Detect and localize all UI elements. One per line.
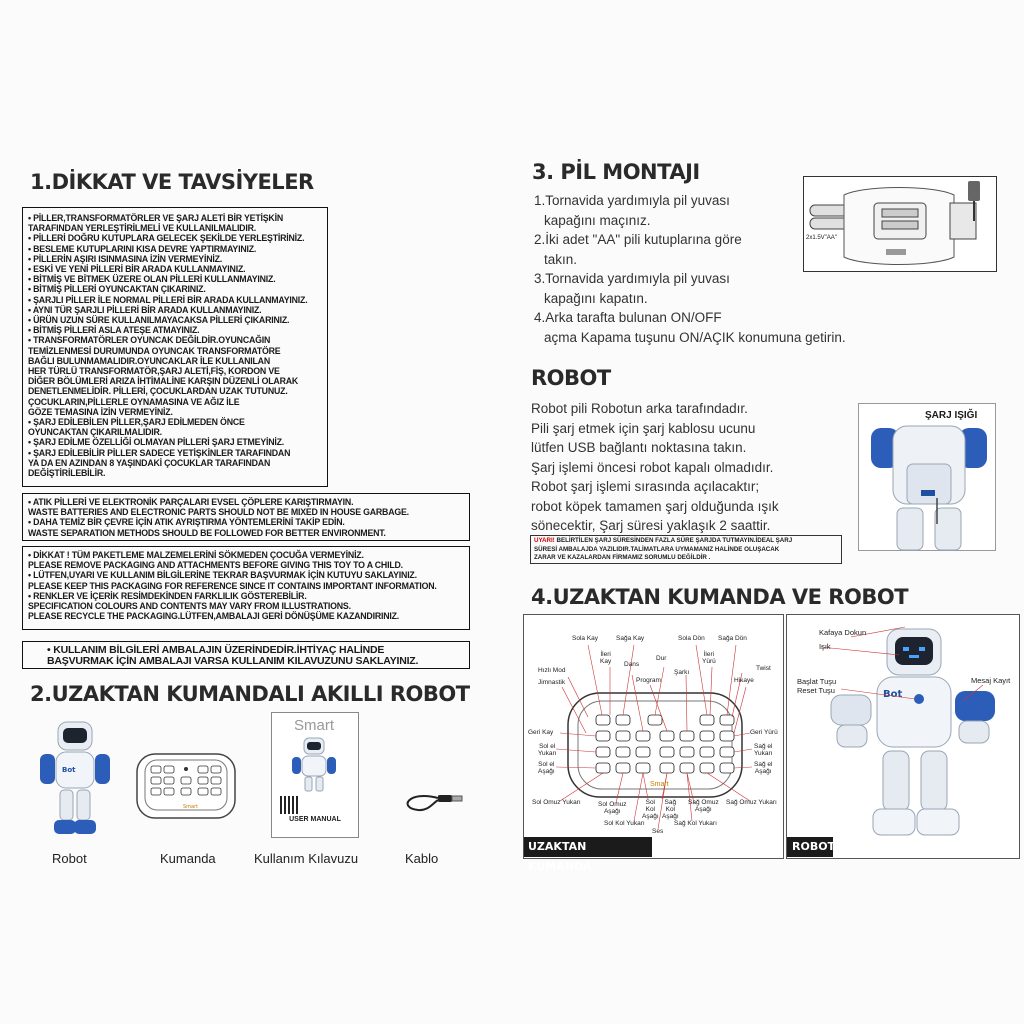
warning-line: BELİRTİLEN ŞARJ SÜRESİNDEN FAZLA SÜRE ŞARJDA TUTMAYIN.İDEAL ŞARJ [554, 537, 793, 544]
warning-line: • ŞARJLI PİLLER İLE NORMAL PİLLERİ BİR ARADA KULLANMAYINIZ. [28, 295, 322, 305]
label-baslat-reset: Başlat Tuşu Reset Tuşu [797, 677, 837, 695]
warning-box-2 [22, 493, 470, 541]
label-twist: Twist [756, 665, 771, 672]
warning-line: • BESLEME KUTUPLARINI KISA DEVRE YAPTIRMAYINIZ. [28, 244, 322, 254]
warning-line: • AYNI TÜR ŞARJLI PİLLERİ BİR ARADA KULLANMAYINIZ. [28, 305, 322, 315]
warning-line: • KULLANIM BİLGİLERİ AMBALAJIN ÜZERİNDEDİR.İHTİYAÇ HALİNDE [47, 645, 445, 656]
charge-light-photo [858, 403, 996, 551]
robot-desc-line: robot köpek tamamen şarj olduğunda ışık [531, 498, 779, 514]
label-sol-el-asagi: Sol el Aşağı [538, 761, 555, 775]
step-line: 3.Tornavida yardımıyla pil yuvası [534, 271, 730, 286]
label-sol-omuz-asagi: Sol Omuz Aşağı [598, 801, 627, 815]
warning-line: PLEASE RECYCLE THE PACKAGING.LÜTFEN,AMBALAJI GERİ DÖNÜŞÜME KAZANDIRINIZ. [28, 611, 400, 622]
section4-title: 4.UZAKTAN KUMANDA VE ROBOT [531, 585, 909, 609]
label-ses: Ses [652, 828, 664, 835]
label-hikaye: Hikaye [734, 677, 754, 684]
label-dans: Dans [624, 661, 640, 668]
label-jimnastik: Jimnastik [538, 679, 566, 686]
robot-panel-bar: ROBOT [787, 837, 833, 857]
warning-list-2 [28, 497, 464, 538]
label-sag-omuz-yukari: Sağ Omuz Yukarı [726, 799, 777, 806]
robot-section-title: ROBOT [531, 366, 611, 390]
label-sol-omuz-yukari: Sol Omuz Yukarı [532, 799, 581, 806]
warning-line: TARAFINDAN YERLEŞTİRİLMELİ VE KULLANILMALIDIR. [28, 223, 256, 234]
label-program: Program [636, 677, 661, 684]
label-sol-kol-yukari: Sol Kol Yukarı [604, 820, 645, 827]
warning-line: • PİLLER,TRANSFORMATÖRLER VE ŞARJ ALETİ BİR YETİŞKİN [28, 213, 322, 223]
label-saga-don: Sağa Dön [718, 635, 747, 642]
label-sag-kol-asagi: Sağ Kol Aşağı [662, 799, 679, 820]
remote-brand: Smart [650, 781, 669, 788]
warning-line: ÇOCUKLARIN,PİLLERLE OYNAMASINA VE AĞIZ İLE [28, 396, 240, 407]
robot-diagram [787, 615, 1019, 858]
battery-label: 2x1.5V"AA" [806, 235, 837, 241]
section1-title: 1.DİKKAT VE TAVSİYELER [30, 170, 314, 194]
step-line: takın. [544, 251, 578, 267]
remote-diagram [524, 615, 783, 858]
charge-warning [530, 535, 842, 564]
warning-line: DENETLENMELİDİR. PİLLERİ, ÇOCUKLARDAN UZAK TUTUNUZ. [28, 386, 288, 397]
warning-line: • PİLLERİ DOĞRU KUTUPLARA GELECEK ŞEKİLDE YERLEŞTİRİNİZ. [28, 233, 322, 243]
step-line: kapağını kapatın. [544, 290, 648, 306]
warning-line: • BİTMİŞ PİLLERİ ASLA ATEŞE ATMAYINIZ. [28, 325, 322, 335]
warning-line: TEMİZLENMESİ DURUMUNDA OYUNCAK TRANSFORMATÖRE [28, 345, 281, 356]
label-sola-kay: Sola Kay [572, 635, 599, 642]
step-line: 2.İki adet "AA" pili kutuplarına göre [534, 232, 742, 247]
section2-title: 2.UZAKTAN KUMANDALI AKILLI ROBOT [30, 682, 470, 706]
robot-image [36, 720, 114, 840]
label-dur: Dur [656, 655, 667, 662]
warning-line: • ŞARJ EDİLEBİLİR PİLLER SADECE YETİŞKİNLER TARAFINDAN [28, 448, 322, 458]
warning-label: UYARI! [534, 537, 555, 544]
warning-line: • DAHA TEMİZ BİR ÇEVRE İÇİN ATIK AYRIŞTIRMA YÖNTEMLERİNİ TAKİP EDİN. [28, 517, 464, 527]
warning-line: • BİTMİŞ VE BİTMEK ÜZERE OLAN PİLLERİ KULLANMAYINIZ. [28, 274, 322, 284]
label-sarki: Şarkı [674, 669, 690, 676]
warning-line: OYUNCAKTAN ÇIKARILMALIDIR. [28, 427, 162, 438]
label-sag-el-asagi: Sağ el Aşağı [754, 761, 773, 775]
warning-line: • ÜRÜN UZUN SÜRE KULLANILMAYACAKSA PİLLERİ ÇIKARINIZ. [28, 315, 322, 325]
warning-line: GÖZE TEMASINA İZİN VERMEYİNİZ. [28, 406, 173, 417]
warning-line: • RENKLER VE İÇERİK RESİMDEKİNDEN FARKLILIK GÖSTEREBİLİR. [28, 591, 464, 601]
qr-code-icon [280, 796, 298, 814]
section3-title: 3. PİL MONTAJI [532, 160, 700, 184]
remote-image-brand: Smart [183, 804, 199, 810]
robot-desc-line: Pili şarj etmek için şarj kablosu ucunu [531, 420, 756, 436]
item-cable: Kablo [405, 851, 439, 866]
robot-description [531, 399, 779, 536]
warning-line: • ŞARJ EDİLEBİLEN PİLLER,ŞARJ EDİLMEDEN ÖNCE [28, 417, 322, 427]
warning-box-1 [22, 207, 328, 487]
warning-line: WASTE SEPARATION METHODS SHOULD BE FOLLOWED FOR BETTER ENVIRONMENT. [28, 527, 386, 538]
label-sag-el-yukari: Sağ el Yukarı [754, 743, 773, 757]
label-sag-omuz-asagi: Sağ Omuz Aşağı [688, 799, 719, 813]
warning-line: YA DA EN AZINDAN 8 YAŞINDAKİ ÇOCUKLAR TARAFINDAN [28, 457, 271, 468]
warning-line: HER TÜRLÜ TRANSFORMATÖR,ŞARJ ALETİ,FİŞ, KORDON VE [28, 366, 280, 377]
item-kumanda: Kumanda [160, 851, 216, 866]
battery-steps [534, 191, 846, 347]
label-saga-kay: Sağa Kay [616, 635, 645, 642]
label-sol-kol-asagi: Sol Kol Aşağı [642, 799, 659, 820]
warning-line: PLEASE KEEP THIS PACKAGING FOR REFERENCE SINCE IT CONTAINS IMPORTANT INFORMATION. [28, 580, 437, 591]
warning-line: • ESKİ VE YENİ PİLLERİ BİR ARADA KULLANMAYINIZ. [28, 264, 322, 274]
label-ileri-yuru: İleri Yürü [702, 651, 716, 665]
robot-desc-line: sönecektir, Şarj süresi yaklaşık 2 saattir. [531, 518, 771, 533]
step-line: 1.Tornavida yardımıyla pil yuvası [534, 193, 730, 208]
cable-image [398, 780, 468, 820]
warning-line: DİĞER BÖLÜMLERİ ARIZA İHTİMALİNE KARŞIN DÜZENLİ OLARAK [28, 376, 299, 387]
label-ileri-kay: İleri Kay [600, 651, 612, 665]
item-manual: Kullanım Kılavuzu [254, 851, 359, 866]
remote-image [133, 750, 239, 822]
warning-line: • ŞARJ EDİLME ÖZELLİĞİ OLMAYAN PİLLERİ ŞARJ ETMEYİNİZ. [28, 437, 322, 447]
warning-line: • PİLLERİN AŞIRI ISINMASINA İZİN VERMEYİNİZ. [28, 254, 322, 264]
label-mesaj-kayit: Mesaj Kayıt [971, 676, 1011, 685]
manual-title: USER MANUAL [289, 816, 341, 823]
robot-chest-text: Bot [883, 689, 903, 700]
robot-panel [786, 614, 1020, 859]
warning-line: • BİTMİŞ PİLLERİ OYUNCAKTAN ÇIKARINIZ. [28, 284, 322, 294]
warning-line: • TRANSFORMATÖRLER OYUNCAK DEĞİLDİR.OYUNCAĞIN [28, 335, 322, 345]
svg-text:Bot: Bot [62, 766, 76, 774]
step-line: kapağını maçınız. [544, 212, 651, 228]
warning-line: BAĞLI BULUNMAMALIDIR.OYUNCAKLAR İLE KULLANILAN [28, 355, 270, 366]
warning-line: BAŞVURMAK İÇİN AMBALAJI VARSA KULLANIM KILAVUZUNU SAKLAYINIZ. [47, 655, 419, 667]
step-line: açma Kapama tuşunu ON/AÇIK konumuna getirin. [544, 329, 846, 345]
label-kafaya-dokun: Kafaya Dokun [819, 628, 867, 637]
warning-line: SPECIFICATION COLOURS AND CONTENTS MAY VARY FROM ILLUSTRATIONS. [28, 601, 351, 612]
label-isik: Işık [819, 642, 831, 651]
label-geri-yuru: Geri Yürü [750, 729, 778, 736]
charge-light-label: ŞARJ IŞIĞI [925, 410, 978, 421]
warning-list-3 [28, 550, 464, 621]
warning-line: WASTE BATTERIES AND ELECTRONIC PARTS SHOULD NOT BE MIXED IN HOUSE GARBAGE. [28, 507, 409, 518]
battery-diagram [803, 176, 997, 272]
warning-line: ZARAR VE KAZALARDAN FİRMAMIZ SORUMLU DEĞİLDİR . [534, 554, 711, 562]
warning-line: • LÜTFEN,UYARI VE KULLANIM BİLGİLERİNE TEKRAR BAŞVURMAK İÇİN KUTUYU SAKLAYINIZ. [28, 570, 464, 580]
manual-image [271, 712, 359, 838]
manual-brand: Smart [294, 717, 335, 734]
item-robot: Robot [52, 851, 87, 866]
label-hizli-mod: Hızlı Mod [538, 667, 566, 674]
robot-desc-line: Robot şarj işlemi sırasında açılacaktır; [531, 479, 760, 494]
robot-desc-line: Robot pili Robotun arka tarafındadır. [531, 401, 748, 416]
manual-robot-icon [272, 734, 358, 794]
warning-line: • ATIK PİLLERİ VE ELEKTRONİK PARÇALARI EVSEL ÇÖPLERE KARIŞTIRMAYIN. [28, 497, 464, 507]
robot-desc-line: Şarj işlemi öncesi robot kapalı olmadıdır. [531, 459, 774, 475]
remote-panel-bar: UZAKTAN KUMANDA [524, 837, 652, 857]
warning-line: DEĞİŞTİRİLEBİLİR. [28, 468, 106, 479]
robot-desc-line: lütfen USB bağlantı noktasına takın. [531, 440, 747, 455]
label-sol-el-yukari: Sol el Yukarı [538, 743, 557, 757]
warning-list-4 [47, 645, 445, 667]
warning-line: • DİKKAT ! TÜM PAKETLEME MALZEMELERİNİ SÖKMEDEN ÇOCUĞA VERMEYİNİZ. [28, 550, 464, 560]
warning-line: PLEASE REMOVE PACKAGING AND ATTACHMENTS BEFORE GIVING THIS TOY TO A CHILD. [28, 560, 403, 571]
label-sola-don: Sola Dön [678, 635, 705, 642]
warning-box-3 [22, 546, 470, 630]
warning-box-4 [22, 641, 470, 669]
label-sag-kol-yukari: Sağ Kol Yukarı [674, 820, 717, 827]
warning-line: SÜRESİ AMBALAJDA YAZILIDIR.TALİMATLARA UYMAMANIZ HALİNDE OLUŞACAK [534, 545, 780, 553]
remote-panel [523, 614, 784, 873]
warning-list-1 [28, 213, 322, 478]
step-line: 4.Arka tarafta bulunan ON/OFF [534, 310, 722, 325]
label-geri-kay: Geri Kay [528, 729, 554, 736]
